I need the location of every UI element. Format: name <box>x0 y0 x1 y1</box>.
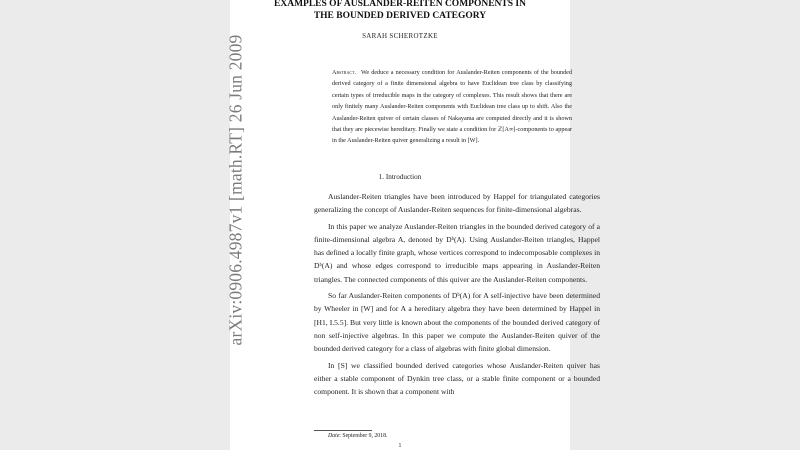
footnote-rule <box>314 430 372 431</box>
footnote-value: : September 9, 2018. <box>339 433 388 439</box>
section-heading: 1. Introduction <box>378 173 422 181</box>
title-line-1: EXAMPLES OF AUSLANDER-REITEN COMPONENTS IN <box>274 0 526 9</box>
author-name: SARAH SCHEROTZKE <box>362 32 438 40</box>
left-background <box>0 0 230 450</box>
arxiv-identifier: arXiv:0906.4987v1 [math.RT] 26 Jun 2009 <box>225 34 246 346</box>
paragraph: So far Auslander-Reiten components of Dᵇ(A) for A self-injective have been determined by Wheeler in [W] and for A a hereditary algebra they have been determined by Happel in [H1, I.5.5]. But very little is known about the components of the bounded derived category of non self-injective algebras. In this paper we compute the Auslander-Reiten quiver of the bounded derived category for a class of algebras with finite global dimension. <box>314 291 600 354</box>
paragraph: In [S] we classified bounded derived categories whose Auslander-Reiten quiver has either a stable component of Dynkin tree class, or a stable finite component or a bounded component. It is shown that a component with <box>314 360 600 397</box>
abstract-label: Abstract. <box>332 69 357 76</box>
body-text <box>314 190 600 401</box>
paragraph: In this paper we analyze Auslander-Reiten triangles in the bounded derived category of a finite-dimensional algebra A, denoted by Dᵇ(A). Using Auslander-Reiten triangles, Happel has defined a locally finite graph, whose vertices correspond to indecomposable complexes in Dᵇ(A) and whose edges correspond to irreducible maps appearing in Auslander-Reiten triangles. The connected components of this quiver are the Auslander-Reiten components. <box>314 221 600 284</box>
page-number: 1 <box>398 443 402 449</box>
footnote <box>328 433 387 439</box>
paragraph: Auslander-Reiten triangles have been introduced by Happel for triangulated categories generalizing the concept of Auslander-Reiten sequences for finite-dimensional algebras. <box>314 192 600 215</box>
abstract-text: We deduce a necessary condition for Auslander-Reiten components of the bounded derived category of a finite dimensional algebra to have Euclidean tree class by classifying certain types of irreducible maps in the category of complexes. This result shows that there are only finitely many Auslander-Reiten components with Euclidean tree class up to shift. Also the Auslander-Reiten quiver of certain classes of Nakayama are computed directly and it is shown that they are piecewise hereditary. Finally we state a condition for ℤ[A∞]-components to appear in the Auslander-Reiten quiver generalizing a result in [W]. <box>332 69 573 145</box>
footnote-label: Date <box>328 433 340 439</box>
right-background <box>570 0 800 450</box>
title-line-2: THE BOUNDED DERIVED CATEGORY <box>313 11 487 21</box>
document-page[interactable] <box>230 0 600 450</box>
paper-title <box>230 0 570 22</box>
abstract <box>332 67 572 147</box>
